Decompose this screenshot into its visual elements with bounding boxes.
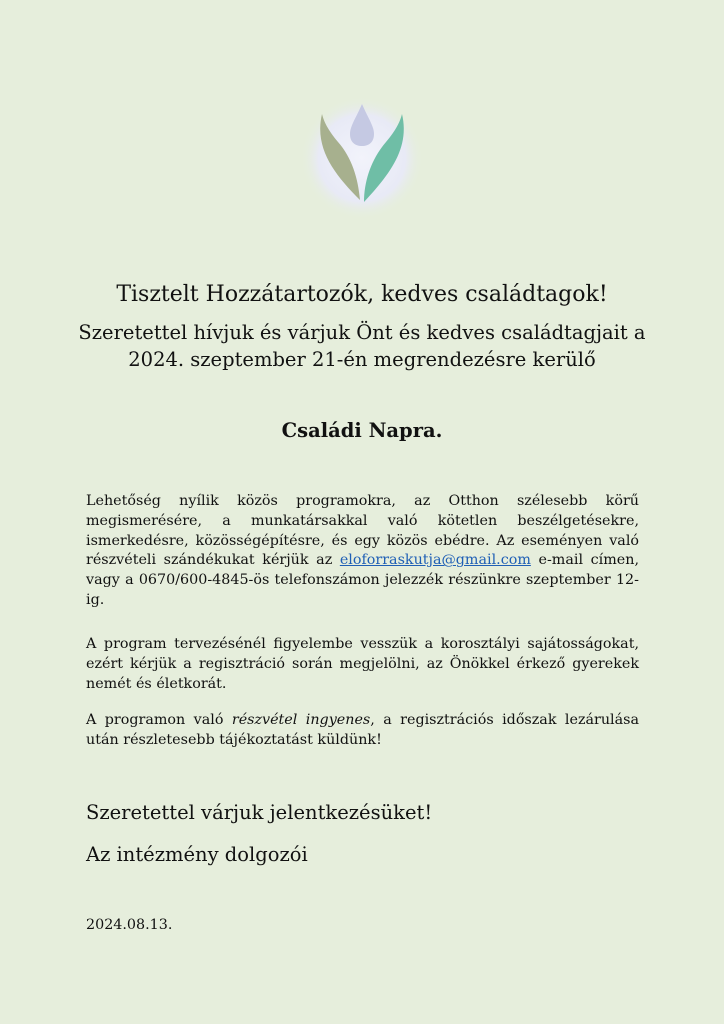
program-paragraph: A program tervezésénél figyelembe vesszük a korosztályi sajátosságokat, ezért kérjük a regisztráció során megjelölni, az Önökkel érkező gyerekek nemét és életkorát. [86,636,639,692]
invitation-text: Szeretettel hívjuk és várjuk Önt és kedves családtagjait a 2024. szeptember 21-én megrendezésre kerülő [78,321,646,371]
document-date: 2024.08.13. [86,917,173,933]
email-link[interactable]: eloforraskutja@gmail.com [339,552,531,569]
hands-with-water-drop-logo [300,96,424,220]
signature-line: Az intézmény dolgozói [86,843,308,866]
closing-line: Szeretettel várjuk jelentkezésüket! [86,801,433,824]
greeting-heading: Tisztelt Hozzátartozók, kedves családtagok! [116,282,608,307]
free-participation-emphasis: részvétel ingyenes [231,712,371,728]
event-name: Családi Napra. [281,419,443,442]
info-paragraph: Lehetőség nyílik közös programokra, az Otthon szélesebb körű megismerésére, a munkatársakkal való kötetlen beszélgetésekre, ismerkedésre, közösségépítésre, és egy közös ebédre. Az eseményen való részvételi szándékukat kérjük az eloforraskutja@gmail.com e-mail címen, vagy a 0670/600-4845-ös telefonszámon jelezzék részünkre szeptember 12-ig. [86,493,639,608]
free-participation-paragraph: A programon való részvétel ingyenes, a regisztrációs időszak lezárulása után részletesebb tájékoztatást küldünk! [86,712,639,748]
